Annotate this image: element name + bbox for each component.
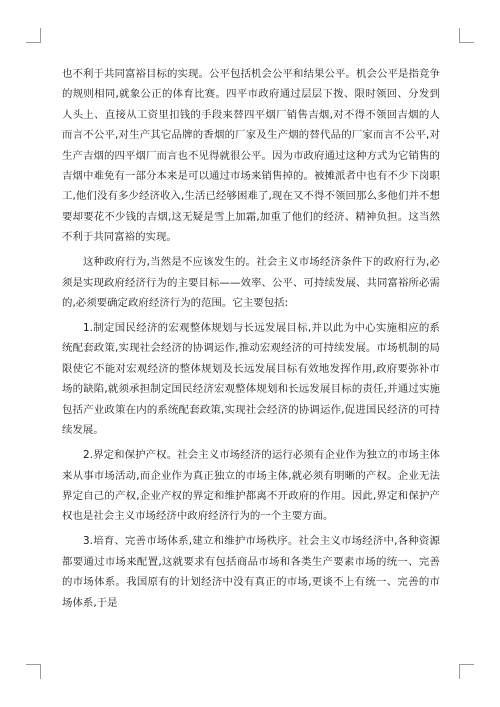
paragraph-4: 2.界定和保护产权。社会主义市场经济的运行必须有企业作为独立的市场主体来从事市场活动,而企业作为真正独立的市场主体,就必须有明晰的产权。企业无法界定自己的产权,企业产权的界定和维护都离不开政府的作用。因此,界定和保护产权也是社会主义市场经济中政府经济行为的一个主要方面。 [62, 449, 440, 523]
paragraph-1: 也不利于共同富裕目标的实现。公平包括机会公平和结果公平。机会公平是指竞争的规则相同,就象公正的体育比赛。四平市政府通过层层下拨、限时领回、分发到人头上、直接从工资里扣钱的手段来替四平烟厂销售吉烟,对不得不领回吉烟的人而言不公平,对生产其它品牌的香烟的厂家及生产烟的替代品的厂家而言不公平,对生产吉烟的四平烟厂而言也不见得就很公平。因为市政府通过这种方式为它销售的吉烟中难免有一部分本来是可以通过市场来销售掉的。被摊派者中也有不少下岗职工,他们没有多少经济收入,生活已经够困难了,现在又不得不领回那么多他们并不想要却要花不少钱的吉烟,这无疑是雪上加霜,加重了他们的经济、精神负担。这当然不利于共同富裕的实现。 [62, 68, 440, 244]
crop-mark-bottom-right [459, 664, 474, 679]
crop-mark-bottom-left [26, 664, 41, 679]
paragraph-3: 1.制定国民经济的宏观整体规划与长远发展目标,并以此为中心实施相应的系统配套政策,实现社会经济的协调运作,推动宏观经济的可持续发展。市场机制的局限使它不能对宏观经济的整体规划及长远发展目标有效地发挥作用,政府要弥补市场的缺陷,就须承担制定国民经济宏观整体规划和长远发展目标的责任,并通过实施包括产业政策在内的系统配套政策,实现社会经济的协调运作,促进国民经济的可持续发展。 [62, 322, 440, 437]
paragraph-5: 3.培育、完善市场体系,建立和维护市场秩序。社会主义市场经济中,各种资源都要通过市场来配置,这就要求有包括商品市场和各类生产要素市场的统一、完善的市场体系。我国原有的计划经济中没有真正的市场,更谈不上有统一、完善的市场体系,于是 [62, 535, 440, 609]
crop-mark-top-right [459, 28, 474, 43]
document-body [62, 64, 440, 618]
crop-mark-top-left [26, 28, 41, 43]
paragraph-2: 这种政府行为,当然是不应该发生的。社会主义市场经济条件下的政府行为,必须是实现政府经济行为的主要目标——效率、公平、可持续发展、共同富裕所必需的,必须要确定政府经济行为的范围。它主要包括: [62, 256, 440, 310]
